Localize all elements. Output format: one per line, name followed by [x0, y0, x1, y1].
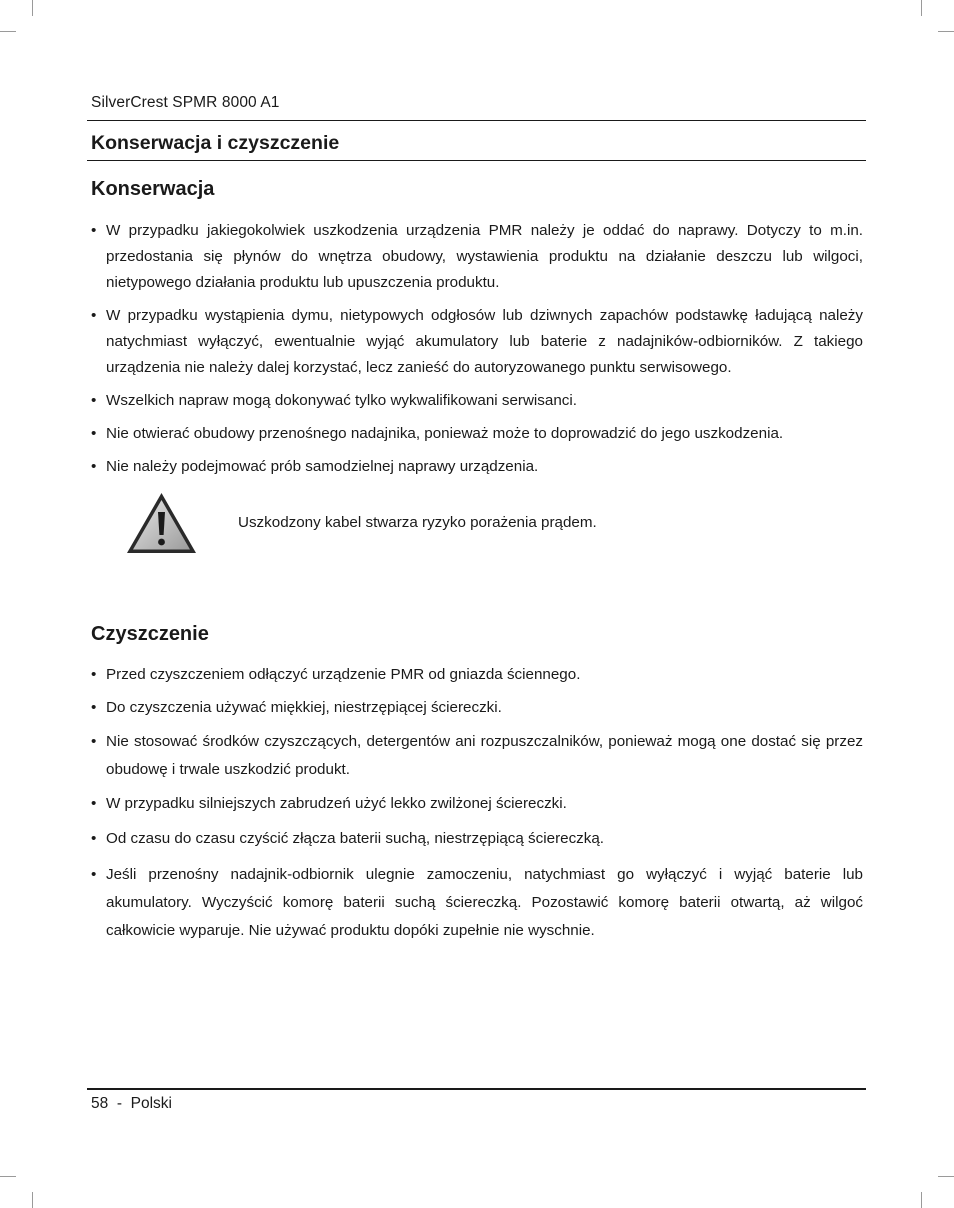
- list-item-text: Wszelkich napraw mogą dokonywać tylko wykwalifikowani serwisanci.: [106, 392, 577, 409]
- footer-rule: [87, 1088, 866, 1090]
- list-item-text: Jeśli przenośny nadajnik-odbiornik ulegnie zamoczeniu, natychmiast go wyłączyć i wyjąć baterie lub akumulatory. Wyczyścić komorę baterii suchą ściereczką. Pozostawić komorę baterii otwartą, aż wilgoć całkowicie wyparuje. Nie używać produktu dopóki zupełnie nie wyschnie.: [106, 866, 863, 939]
- list-item: [91, 826, 863, 852]
- list-item-text: W przypadku wystąpienia dymu, nietypowych odgłosów lub dziwnych zapachów podstawkę ładującą należy natychmiast wyłączyć, ewentualnie wyjąć akumulatory lub baterie z nadajników-odbiorników. Z takiego urządzenia nie należy dalej korzystać, lecz zanieść do autoryzowanego punktu serwisowego.: [106, 307, 863, 376]
- list-item: [91, 791, 863, 817]
- bullet-icon: •: [91, 830, 97, 847]
- list-item: [91, 421, 863, 447]
- crop-mark: [938, 1176, 954, 1177]
- list-item: [91, 728, 863, 784]
- crop-mark: [921, 1192, 922, 1208]
- list-item: [91, 454, 863, 480]
- crop-mark: [938, 31, 954, 32]
- maintenance-list: [91, 218, 863, 480]
- list-item: [91, 388, 863, 414]
- bullet-icon: •: [91, 866, 97, 883]
- list-item-text: W przypadku silniejszych zabrudzeń użyć lekko zwilżonej ściereczki.: [106, 795, 567, 812]
- bullet-icon: •: [91, 795, 97, 812]
- footer-page-number: 58 - Polski: [91, 1095, 172, 1112]
- section-title: Konserwacja i czyszczenie: [91, 132, 340, 154]
- maintenance-heading: Konserwacja: [91, 178, 215, 200]
- list-item: [91, 218, 863, 296]
- list-item: [91, 861, 863, 945]
- section-title-rule: [87, 160, 866, 161]
- crop-mark: [32, 0, 33, 16]
- list-item-text: Nie stosować środków czyszczących, detergentów ani rozpuszczalników, ponieważ mogą one dostać się przez obudowę i trwale uszkodzić produkt.: [106, 733, 863, 778]
- crop-mark: [32, 1192, 33, 1208]
- crop-mark: [0, 31, 16, 32]
- list-item-text: Przed czyszczeniem odłączyć urządzenie PMR od gniazda ściennego.: [106, 666, 581, 683]
- bullet-icon: •: [91, 425, 97, 442]
- cleaning-heading: Czyszczenie: [91, 623, 209, 645]
- cleaning-list: [91, 662, 863, 945]
- list-item: [91, 662, 863, 688]
- crop-mark: [0, 1176, 16, 1177]
- header-rule: [87, 120, 866, 121]
- warning-triangle-icon: [125, 491, 198, 555]
- list-item-text: Nie otwierać obudowy przenośnego nadajnika, ponieważ może to doprowadzić do jego uszkodzenia.: [106, 425, 784, 442]
- list-item-text: Nie należy podejmować prób samodzielnej naprawy urządzenia.: [106, 458, 539, 475]
- bullet-icon: •: [91, 666, 97, 683]
- list-item-text: Do czyszczenia używać miękkiej, niestrzępiącej ściereczki.: [106, 699, 502, 716]
- list-item: [91, 303, 863, 381]
- header-product-name: SilverCrest SPMR 8000 A1: [91, 94, 280, 111]
- bullet-icon: •: [91, 222, 97, 239]
- bullet-icon: •: [91, 392, 97, 409]
- warning-text: Uszkodzony kabel stwarza ryzyko porażenia prądem.: [238, 514, 597, 531]
- bullet-icon: •: [91, 733, 97, 750]
- bullet-icon: •: [91, 307, 97, 324]
- list-item-text: W przypadku jakiegokolwiek uszkodzenia urządzenia PMR należy je oddać do naprawy. Dotyczy to m.in. przedostania się płynów do wnętrza obudowy, wystawienia produktu na działanie deszczu lub wilgoci, nietypowego działania produktu lub upuszczenia produktu.: [106, 222, 863, 291]
- list-item-text: Od czasu do czasu czyścić złącza baterii suchą, niestrzępiącą ściereczką.: [106, 830, 605, 847]
- list-item: [91, 695, 863, 721]
- bullet-icon: •: [91, 699, 97, 716]
- bullet-icon: •: [91, 458, 97, 475]
- crop-mark: [921, 0, 922, 16]
